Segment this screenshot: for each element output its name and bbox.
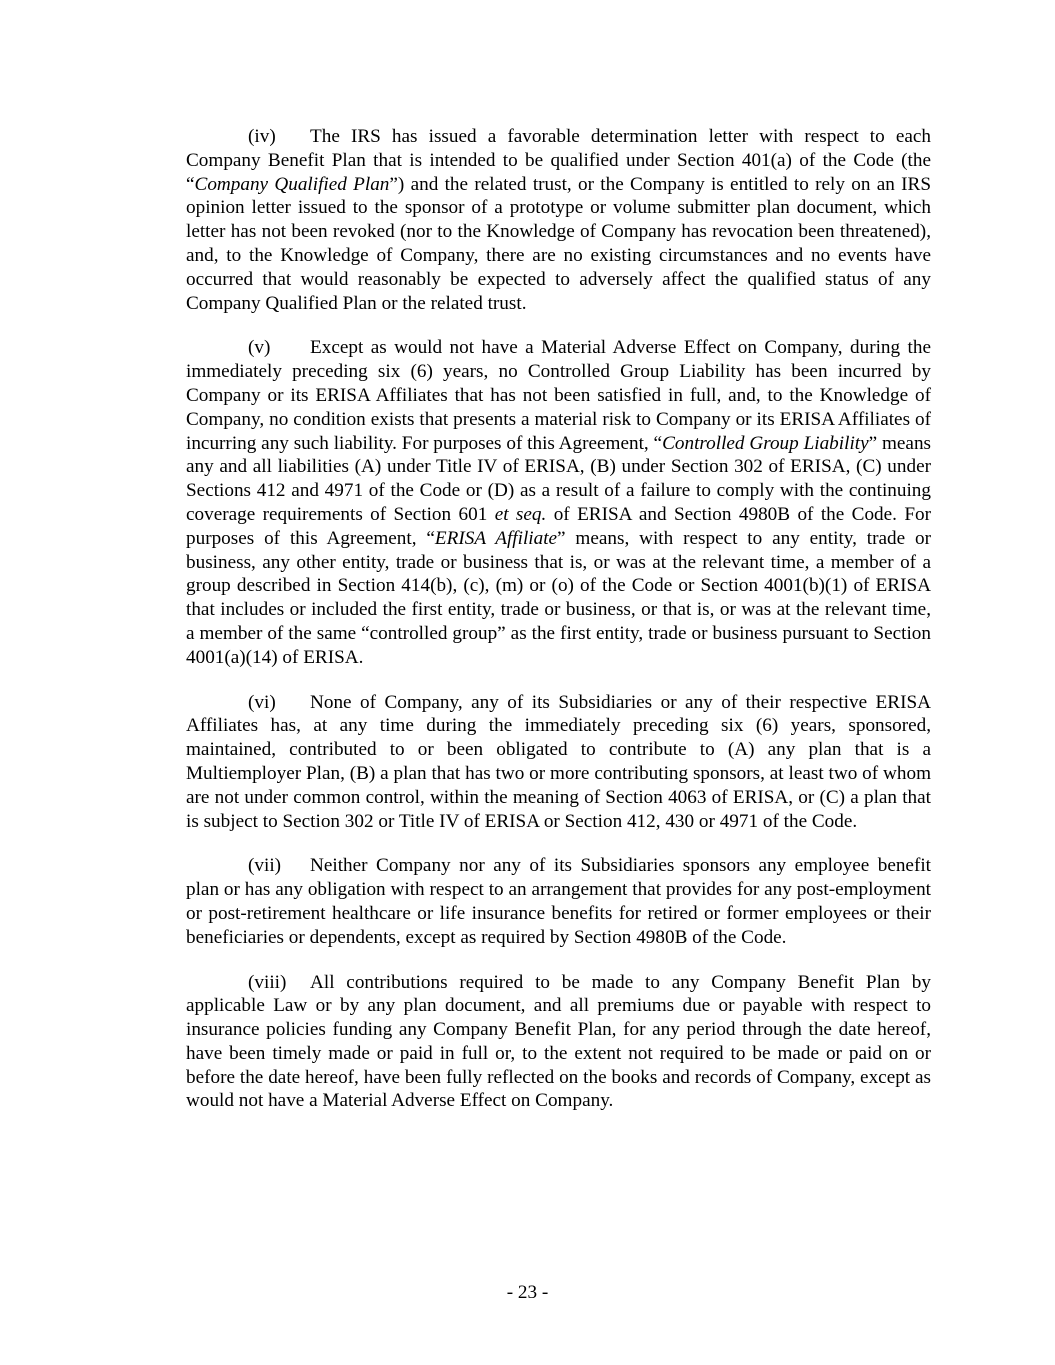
paragraph-text: ” means, with respect to any entity, trade or business, any other entity, trade or business that is, or was at the relevant time, a member of a group described in Section 414(b), (c), (m) or (o) of the Code or Section 4001(b)(1) of ERISA that includes or included the first entity, trade or business, or that is, or was at the relevant time, a member of the same “controlled group” as the first entity, trade or business pursuant to Section 4001(a)(14) of ERISA.	[186, 527, 931, 668]
paragraph-number: (iv)	[248, 126, 276, 147]
paragraph-text: All contributions required to be made to any Company Benefit Plan by applicable Law or by any plan document, and all premiums due or payable with respect to insurance policies funding any Company Benefit Plan, for any period through the date hereof, have been timely made or paid in full or, to the extent not required to be made or paid on or before the date hereof, have been fully reflected on the books and records of Company, except as would not have a Material Adverse Effect on Company.	[186, 971, 931, 1112]
paragraph-text: The IRS has issued a favorable determination letter with respect to each Company Benefit Plan that is intended to be qualified under Section 401(a) of the Code (the “	[186, 126, 931, 195]
paragraph-number: (viii)	[248, 971, 287, 993]
document-body	[186, 125, 931, 1134]
paragraph-text: None of Company, any of its Subsidiaries or any of their respective ERISA Affiliates has, at any time during the immediately preceding six (6) years, sponsored, maintained, contributed to or been obligated to contribute to (A) any plan that is a Multiemployer Plan, (B) a plan that has two or more contributing sponsors, at least two of whom are not under common control, within the meaning of Section 4063 of ERISA, or (C) a plan that is subject to Section 302 or Title IV of ERISA or Section 412, 430 or 4971 of the Code.	[186, 691, 931, 832]
paragraph-number: (vii)	[248, 855, 282, 877]
paragraph-number: (v)	[248, 337, 271, 359]
paragraph-text: ” means any and all liabilities (A) under Title IV of ERISA, (B) under Section 302 of ERISA, (C) under Sections 412 and 4971 of the Code or (D) as a result of a failure to comply with the continuing coverage requirements of Section 601	[186, 432, 931, 525]
paragraph-v	[186, 336, 931, 669]
paragraph-vii	[186, 854, 931, 949]
paragraph-viii	[186, 971, 931, 1114]
paragraph-text: ”) and the related trust, or the Company is entitled to rely on an IRS opinion letter issued to the sponsor of a prototype or volume submitter plan document, which letter has not been revoked (nor to the Knowledge of Company has revocation been threatened), and, to the Knowledge of Company, there are no existing circumstances and no events have occurred that would reasonably be expected to adversely affect the qualified status of any Company Qualified Plan or the related trust.	[186, 173, 931, 314]
paragraph-vi	[186, 691, 931, 834]
paragraph-number: (vi)	[248, 691, 276, 713]
paragraph-iv	[186, 125, 931, 315]
page-number: - 23 -	[506, 1282, 549, 1303]
paragraph-text: Neither Company nor any of its Subsidiaries sponsors any employee benefit plan or has any obligation with respect to an arrangement that provides for any post-employment or post-retirement healthcare or life insurance benefits for retired or former employees or their beneficiaries or dependents, except as required by Section 4980B of the Code.	[186, 855, 931, 948]
paragraph-text: of ERISA and Section 4980B of the Code. For purposes of this Agreement, “	[186, 503, 932, 549]
paragraph-text: Except as would not have a Material Adverse Effect on Company, during the immediately preceding six (6) years, no Controlled Group Liability has been incurred by Company or its ERISA Affiliates that has not been satisfied in full, and, to the Knowledge of Company, no condition exists that presents a material risk to Company or its ERISA Affiliates of incurring any such liability. For purposes of this Agreement, “	[186, 337, 931, 454]
defined-term: Company Qualified Plan	[194, 173, 390, 195]
defined-term: ERISA Affiliate	[434, 527, 558, 549]
defined-term: Controlled Group Liability	[662, 432, 869, 454]
latin-term: et seq.	[494, 503, 547, 525]
